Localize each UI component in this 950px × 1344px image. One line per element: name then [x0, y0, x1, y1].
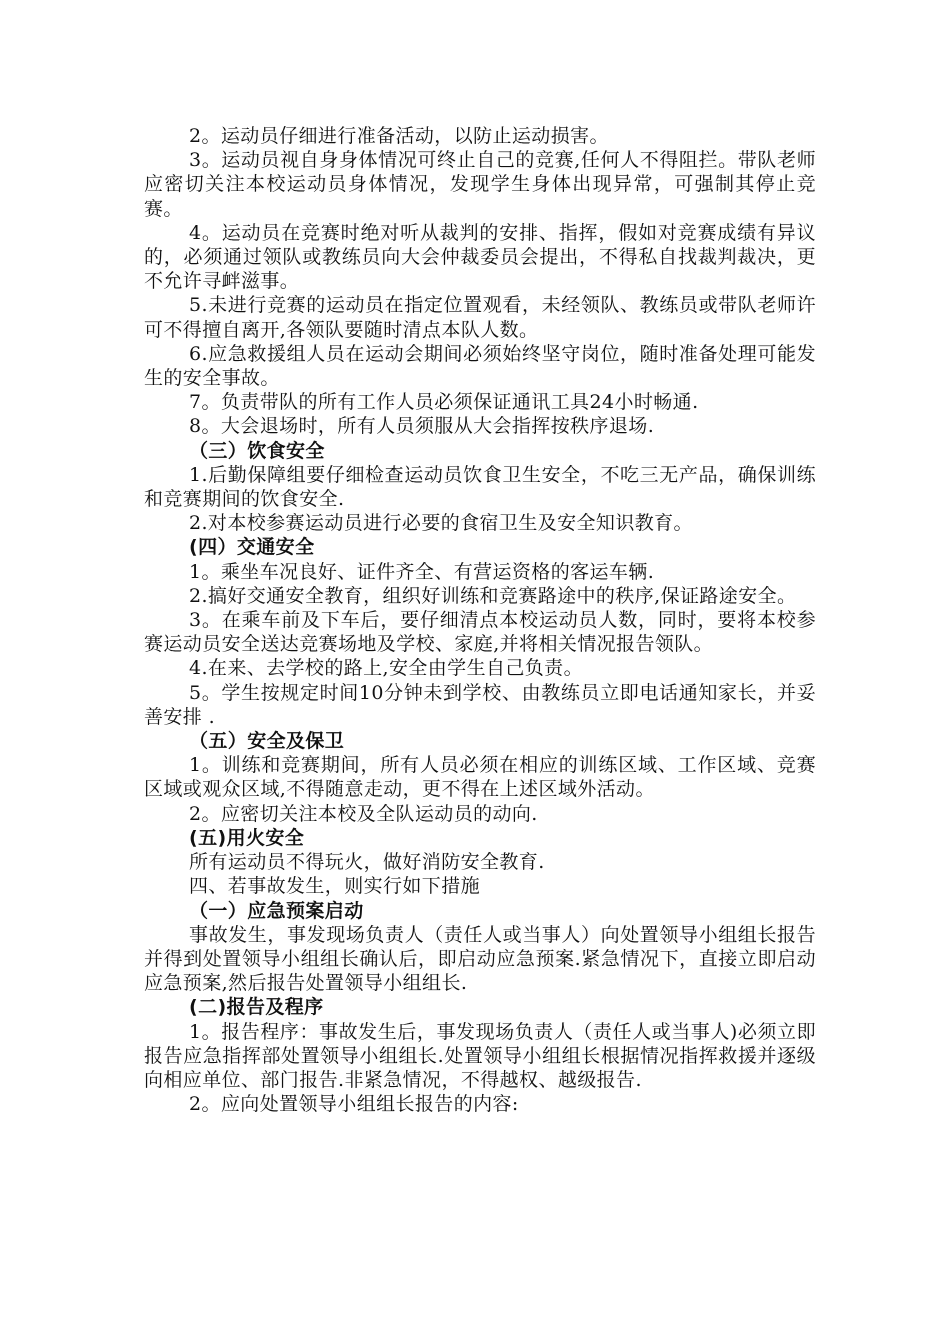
- paragraph: 1。乘坐车况良好、证件齐全、有营运资格的客运车辆.: [189, 560, 655, 583]
- section-heading: (五)用火安全: [189, 826, 305, 849]
- paragraph: 5.未进行竞赛的运动员在指定位置观看，未经领队、教练员或带队老师许可不得擅自离开,各领队要随时清点本队人数。: [144, 294, 816, 341]
- paragraph: 7。负责带队的所有工作人员必须保证通讯工具24小时畅通.: [189, 391, 699, 414]
- paragraph: 所有运动员不得玩火，做好消防安全教育.: [189, 851, 545, 874]
- paragraph: 四、若事故发生，则实行如下措施: [189, 875, 481, 898]
- paragraph: 6.应急救援组人员在运动会期间必须始终坚守岗位，随时准备处理可能发生的安全事故。: [144, 342, 816, 390]
- document-page: [144, 124, 816, 1116]
- paragraph: 3。在乘车前及下车后，要仔细清点本校运动员人数，同时，要将本校参赛运动员安全送达竞赛场地及学校、家庭,并将相关情况报告领队。: [144, 609, 816, 656]
- paragraph: 2.搞好交通安全教育，组织好训练和竞赛路途中的秩序,保证路途安全。: [189, 584, 797, 607]
- paragraph: 1。训练和竞赛期间，所有人员必须在相应的训练区域、工作区域、竞赛区域或观众区域,不得随意走动，更不得在上述区域外活动。: [144, 754, 816, 801]
- paragraph: 3。运动员视自身身体情况可终止自己的竞赛,任何人不得阻拦。带队老师应密切关注本校运动员身体情况，发现学生身体出现异常，可强制其停止竞赛。: [144, 149, 816, 220]
- paragraph: 2.对本校参赛运动员进行必要的食宿卫生及安全知识教育。: [189, 512, 693, 535]
- paragraph: 2。应密切关注本校及全队运动员的动向.: [189, 802, 538, 825]
- section-heading: （一）应急预案启动: [189, 899, 364, 922]
- section-heading: (二)报告及程序: [189, 996, 324, 1019]
- section-heading: （三）饮食安全: [189, 439, 325, 462]
- paragraph: 4.在来、去学校的路上,安全由学生自己负责。: [189, 657, 583, 680]
- paragraph: 1。报告程序：事故发生后，事发现场负责人（责任人或当事人)必须立即报告应急指挥部处置领导小组组长.处置领导小组组长根据情况指挥救援并逐级向相应单位、部门报告.非紧急情况，不得越权、越级报告.: [144, 1020, 816, 1091]
- paragraph: 5。学生按规定时间10分钟未到学校、由教练员立即电话通知家长，并妥善安排 .: [144, 681, 816, 728]
- section-heading: （五）安全及保卫: [189, 730, 345, 753]
- paragraph: 1.后勤保障组要仔细检查运动员饮食卫生安全，不吃三无产品，确保训练和竞赛期间的饮食安全.: [144, 463, 816, 511]
- section-heading: (四）交通安全: [189, 536, 315, 559]
- paragraph: 2。应向处置领导小组组长报告的内容:: [189, 1093, 519, 1116]
- paragraph: 2。运动员仔细进行准备活动，以防止运动损害。: [189, 125, 609, 147]
- paragraph: 事故发生，事发现场负责人（责任人或当事人）向处置领导小组组长报告并得到处置领导小组组长确认后，即启动应急预案.紧急情况下，直接立即启动应急预案,然后报告处置领导小组组长.: [144, 923, 816, 995]
- paragraph: 8。大会退场时，所有人员须服从大会指挥按秩序退场.: [189, 415, 655, 438]
- paragraph: 4。运动员在竞赛时绝对听从裁判的安排、指挥，假如对竞赛成绩有异议的，必须通过领队或教练员向大会仲裁委员会提出，不得私自找裁判裁决，更不允许寻衅滋事。: [144, 221, 816, 293]
